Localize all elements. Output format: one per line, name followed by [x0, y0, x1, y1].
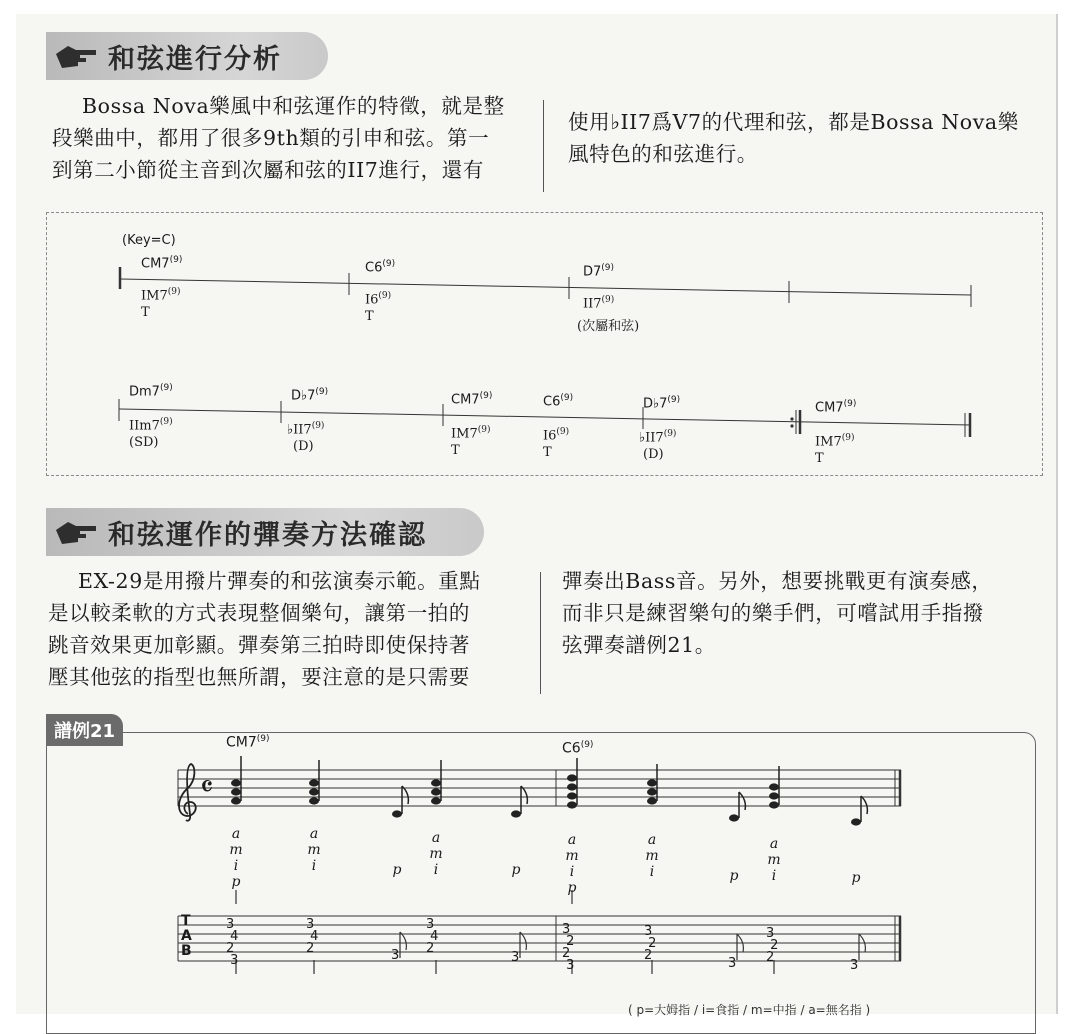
function-label: (D): [293, 439, 314, 454]
roman-numeral: ♭II7$^{(9)}$: [639, 429, 677, 446]
text-line: 壓其他弦的指型也無所謂，要注意的是只需要: [48, 665, 470, 689]
function-label: (SD): [129, 435, 159, 450]
tab-fret-numbers: 3 4 2: [426, 917, 439, 956]
fingering: p: [392, 862, 402, 878]
text-line: 是以較柔軟的方式表現整個樂句，讓第一拍的: [48, 601, 470, 625]
tab-fret-numbers: 3: [850, 958, 859, 973]
tab-staff: [178, 913, 901, 961]
fingering: p: [851, 870, 861, 886]
chord-name: C6$^{(9)}$: [543, 393, 574, 410]
fingering: a m i: [767, 836, 781, 884]
text-line: 到第二小節從主音到次屬和弦的II7進行，還有: [52, 158, 484, 182]
text-line: 彈奏出Bass音。另外，想要挑戰更有演奏感，: [562, 569, 993, 593]
text-line: 弦彈奏譜例21。: [562, 633, 716, 657]
treble-clef-icon: [179, 764, 196, 821]
tab-fret-numbers: 3 2 2 3: [562, 922, 575, 973]
bass-note: [511, 786, 527, 818]
chord-note-group: [567, 758, 577, 809]
tab-fret-numbers: 3 2 2: [644, 924, 657, 963]
music-notation: [16, 14, 1056, 1014]
text-line: 而非只是練習樂句的樂手們，可嚐試用手指撥: [562, 601, 984, 625]
chord-name: Dm7$^{(9)}$: [129, 383, 173, 400]
function-label: T: [451, 443, 460, 458]
section-title: 和弦進行分析: [108, 43, 282, 75]
chord-name: D♭7$^{(9)}$: [643, 395, 681, 412]
tab-fret-numbers: 3 2 2: [766, 926, 779, 965]
tab-fret-numbers: 3: [511, 950, 520, 965]
text-line: 風特色的和弦進行。: [568, 142, 758, 166]
key-label: (Key=C): [122, 233, 176, 248]
chord-name: D7$^{(9)}$: [583, 263, 615, 280]
chord-name: D♭7$^{(9)}$: [291, 387, 329, 404]
function-label: T: [543, 445, 552, 460]
function-label: T: [365, 309, 374, 324]
chord-note-group: [769, 766, 779, 809]
tab-fret-numbers: 3 4 2: [306, 917, 319, 956]
roman-numeral: I6$^{(9)}$: [543, 427, 570, 444]
bass-note: [392, 786, 408, 818]
time-signature: 𝄴: [200, 770, 214, 805]
function-label: (D): [643, 447, 664, 462]
chord-name: CM7$^{(9)}$: [815, 399, 857, 416]
tab-fret-numbers: 3 4 2 3: [226, 917, 239, 968]
chord-name: CM7$^{(9)}$: [451, 391, 493, 408]
tab-label: T A B: [181, 913, 192, 959]
tab-fret-numbers: 3: [391, 948, 400, 963]
function-label: T: [815, 451, 824, 466]
bass-note: [851, 796, 867, 826]
roman-numeral: IM7$^{(9)}$: [451, 425, 491, 442]
chord-note-group: [431, 760, 441, 805]
chord-note-group: [309, 760, 319, 805]
fingering: a m i: [645, 832, 659, 880]
chord-name: C6$^{(9)}$: [562, 740, 594, 757]
example-badge: 譜例21: [46, 714, 123, 746]
fingering: p: [511, 862, 521, 878]
chord-name: CM7$^{(9)}$: [226, 734, 270, 751]
section-title: 和弦運作的彈奏方法確認: [108, 519, 427, 551]
fingering: a m i: [429, 830, 443, 878]
bass-note: [729, 792, 745, 822]
function-label: T: [141, 305, 150, 320]
chord-name: C6$^{(9)}$: [365, 259, 396, 276]
text-line: 使用♭II7爲V7的代理和弦，都是Bossa Nova樂: [568, 110, 1019, 134]
fingering: p: [729, 868, 739, 884]
text-line: EX-29是用撥片彈奏的和弦演奏示範。重點: [78, 569, 481, 593]
roman-numeral: I6$^{(9)}$: [365, 291, 392, 308]
text-line: 段樂曲中，都用了很多9th類的引申和弦。第一: [52, 126, 490, 150]
roman-numeral: IM7$^{(9)}$: [141, 287, 181, 304]
fingering-legend: ( p=大姆指 / i=食指 / m=中指 / a=無名指 ): [628, 1003, 871, 1017]
fingering: a m i: [307, 826, 321, 874]
fingering: a m i p: [565, 832, 579, 896]
roman-numeral: II7$^{(9)}$: [583, 295, 615, 312]
tab-fret-numbers: 3: [728, 956, 737, 971]
fingering: a m i p: [229, 826, 243, 890]
function-label: (次屬和弦): [577, 319, 640, 334]
roman-numeral: ♭II7$^{(9)}$: [287, 421, 325, 438]
text-line: Bossa Nova樂風中和弦運作的特徵，就是整: [82, 94, 505, 118]
roman-numeral: IIm7$^{(9)}$: [129, 417, 173, 434]
roman-numeral: IM7$^{(9)}$: [815, 433, 855, 450]
text-line: 跳音效果更加彰顯。彈奏第三拍時即使保持著: [48, 633, 470, 657]
book-page: [16, 14, 1058, 1017]
staff: [178, 770, 901, 806]
chord-name: CM7$^{(9)}$: [141, 255, 183, 272]
